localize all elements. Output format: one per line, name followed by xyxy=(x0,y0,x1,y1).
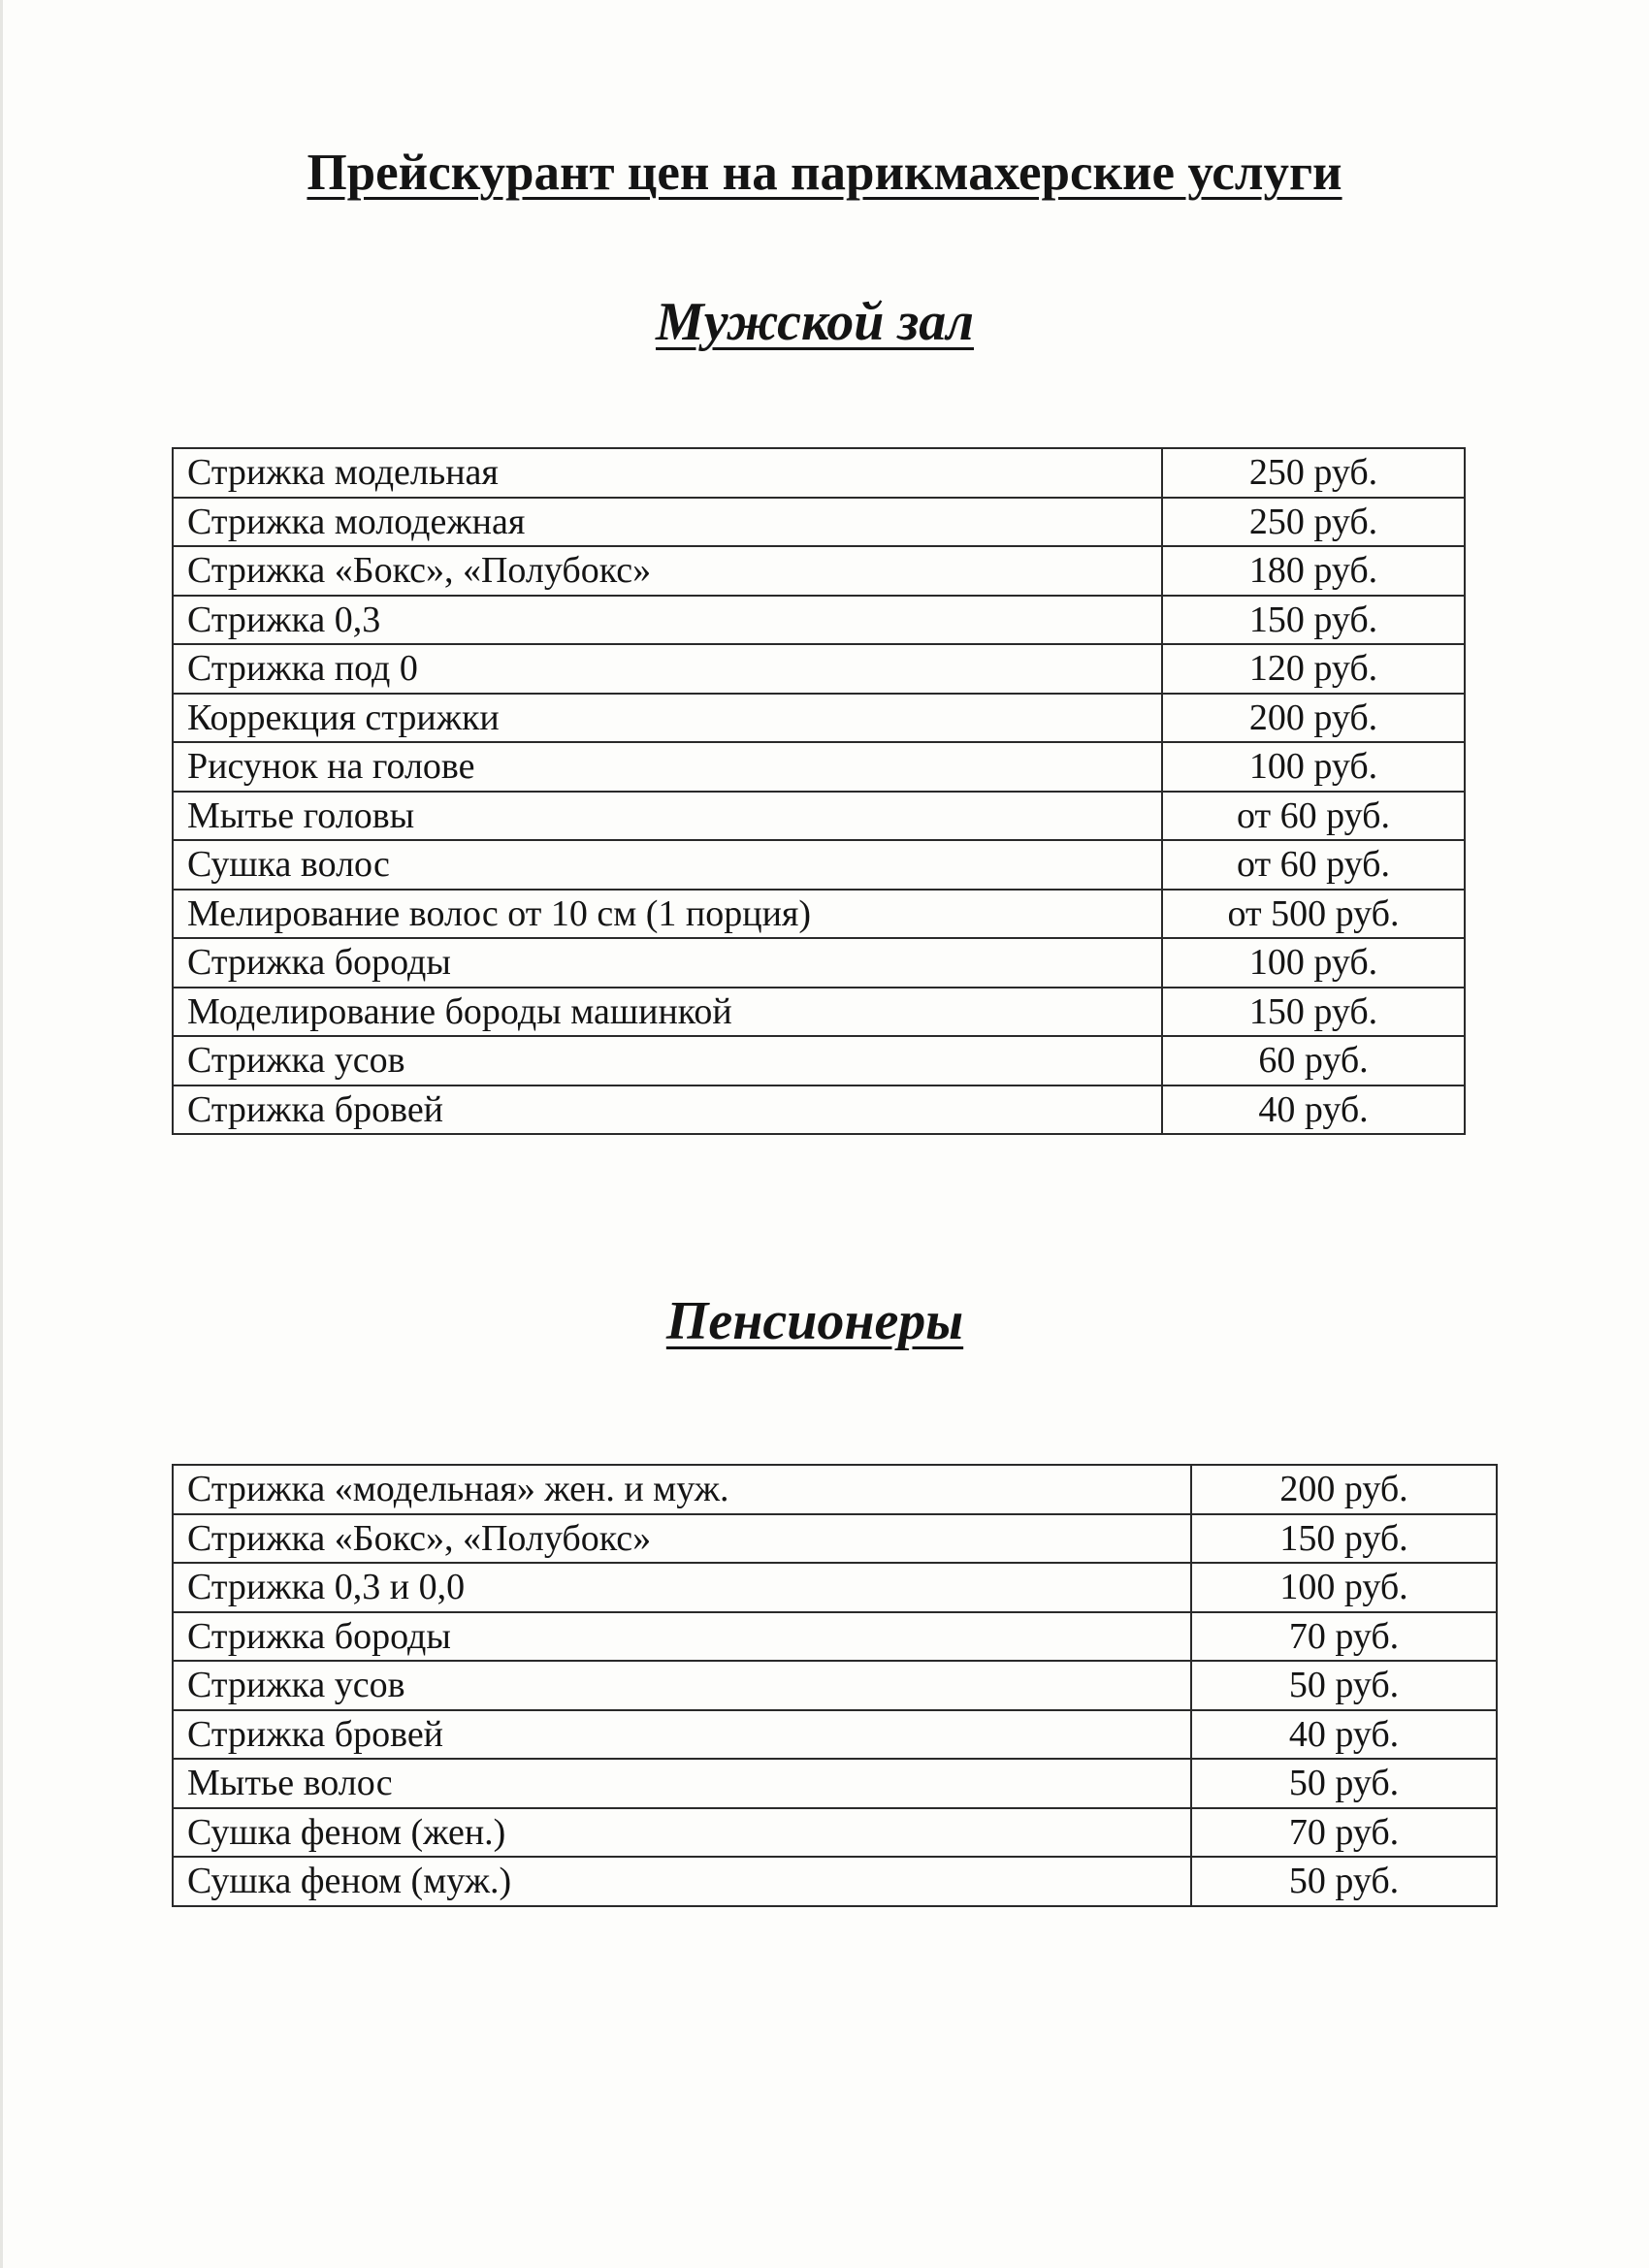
section-heading-men: Мужской зал xyxy=(655,292,974,352)
service-name: Стрижка бороды xyxy=(173,1612,1191,1662)
service-price: 70 руб. xyxy=(1191,1808,1497,1858)
service-name: Стрижка бровей xyxy=(173,1085,1162,1135)
service-name: Стрижка 0,3 и 0,0 xyxy=(173,1563,1191,1612)
service-price: 150 руб. xyxy=(1162,596,1465,645)
service-price: 50 руб. xyxy=(1191,1661,1497,1710)
table-row xyxy=(173,1808,1497,1858)
service-name: Стрижка «модельная» жен. и муж. xyxy=(173,1465,1191,1514)
table-row xyxy=(173,498,1465,547)
service-name: Коррекция стрижки xyxy=(173,694,1162,743)
table-row xyxy=(173,1036,1465,1085)
page-title: Прейскурант цен на парикмахерские услуги xyxy=(307,145,1342,201)
table-row xyxy=(173,448,1465,498)
table-row xyxy=(173,1514,1497,1564)
table-row xyxy=(173,596,1465,645)
service-price: от 60 руб. xyxy=(1162,792,1465,841)
service-price: 40 руб. xyxy=(1162,1085,1465,1135)
table-row xyxy=(173,694,1465,743)
service-name: Стрижка 0,3 xyxy=(173,596,1162,645)
table-row xyxy=(173,1465,1497,1514)
service-price: 100 руб. xyxy=(1162,938,1465,988)
service-name: Стрижка молодежная xyxy=(173,498,1162,547)
service-price: 50 руб. xyxy=(1191,1759,1497,1808)
table-row xyxy=(173,644,1465,694)
service-price: 150 руб. xyxy=(1162,988,1465,1037)
service-name: Стрижка усов xyxy=(173,1661,1191,1710)
price-table-pensioners xyxy=(172,1464,1498,1907)
service-name: Сушка феном (муж.) xyxy=(173,1857,1191,1906)
service-name: Стрижка «Бокс», «Полубокс» xyxy=(173,1514,1191,1564)
table-row xyxy=(173,988,1465,1037)
service-price: 100 руб. xyxy=(1162,742,1465,792)
table-row xyxy=(173,840,1465,890)
table-row xyxy=(173,1857,1497,1906)
service-price: 50 руб. xyxy=(1191,1857,1497,1906)
service-price: 120 руб. xyxy=(1162,644,1465,694)
table-row xyxy=(173,1661,1497,1710)
service-name: Стрижка «Бокс», «Полубокс» xyxy=(173,546,1162,596)
service-name: Рисунок на голове xyxy=(173,742,1162,792)
service-price: 60 руб. xyxy=(1162,1036,1465,1085)
service-price: 70 руб. xyxy=(1191,1612,1497,1662)
service-name: Стрижка бороды xyxy=(173,938,1162,988)
table-row xyxy=(173,546,1465,596)
service-price: 200 руб. xyxy=(1191,1465,1497,1514)
table-row xyxy=(173,1612,1497,1662)
price-table-men xyxy=(172,447,1466,1135)
service-price: 100 руб. xyxy=(1191,1563,1497,1612)
service-price: 250 руб. xyxy=(1162,448,1465,498)
section-heading-pensioners: Пенсионеры xyxy=(665,1291,964,1351)
service-name: Стрижка модельная xyxy=(173,448,1162,498)
service-name: Стрижка бровей xyxy=(173,1710,1191,1760)
table-row xyxy=(173,742,1465,792)
service-price: 150 руб. xyxy=(1191,1514,1497,1564)
table-row xyxy=(173,1085,1465,1135)
service-price: от 500 руб. xyxy=(1162,890,1465,939)
service-name: Сушка феном (жен.) xyxy=(173,1808,1191,1858)
service-price: 40 руб. xyxy=(1191,1710,1497,1760)
table-row xyxy=(173,792,1465,841)
service-name: Мытье волос xyxy=(173,1759,1191,1808)
service-price: 180 руб. xyxy=(1162,546,1465,596)
table-row xyxy=(173,1563,1497,1612)
service-price: 200 руб. xyxy=(1162,694,1465,743)
service-name: Сушка волос xyxy=(173,840,1162,890)
table-row xyxy=(173,938,1465,988)
service-name: Мытье головы xyxy=(173,792,1162,841)
table-row xyxy=(173,1710,1497,1760)
table-row xyxy=(173,1759,1497,1808)
service-price: от 60 руб. xyxy=(1162,840,1465,890)
service-name: Моделирование бороды машинкой xyxy=(173,988,1162,1037)
table-row xyxy=(173,890,1465,939)
service-price: 250 руб. xyxy=(1162,498,1465,547)
service-name: Стрижка под 0 xyxy=(173,644,1162,694)
service-name: Мелирование волос от 10 см (1 порция) xyxy=(173,890,1162,939)
service-name: Стрижка усов xyxy=(173,1036,1162,1085)
